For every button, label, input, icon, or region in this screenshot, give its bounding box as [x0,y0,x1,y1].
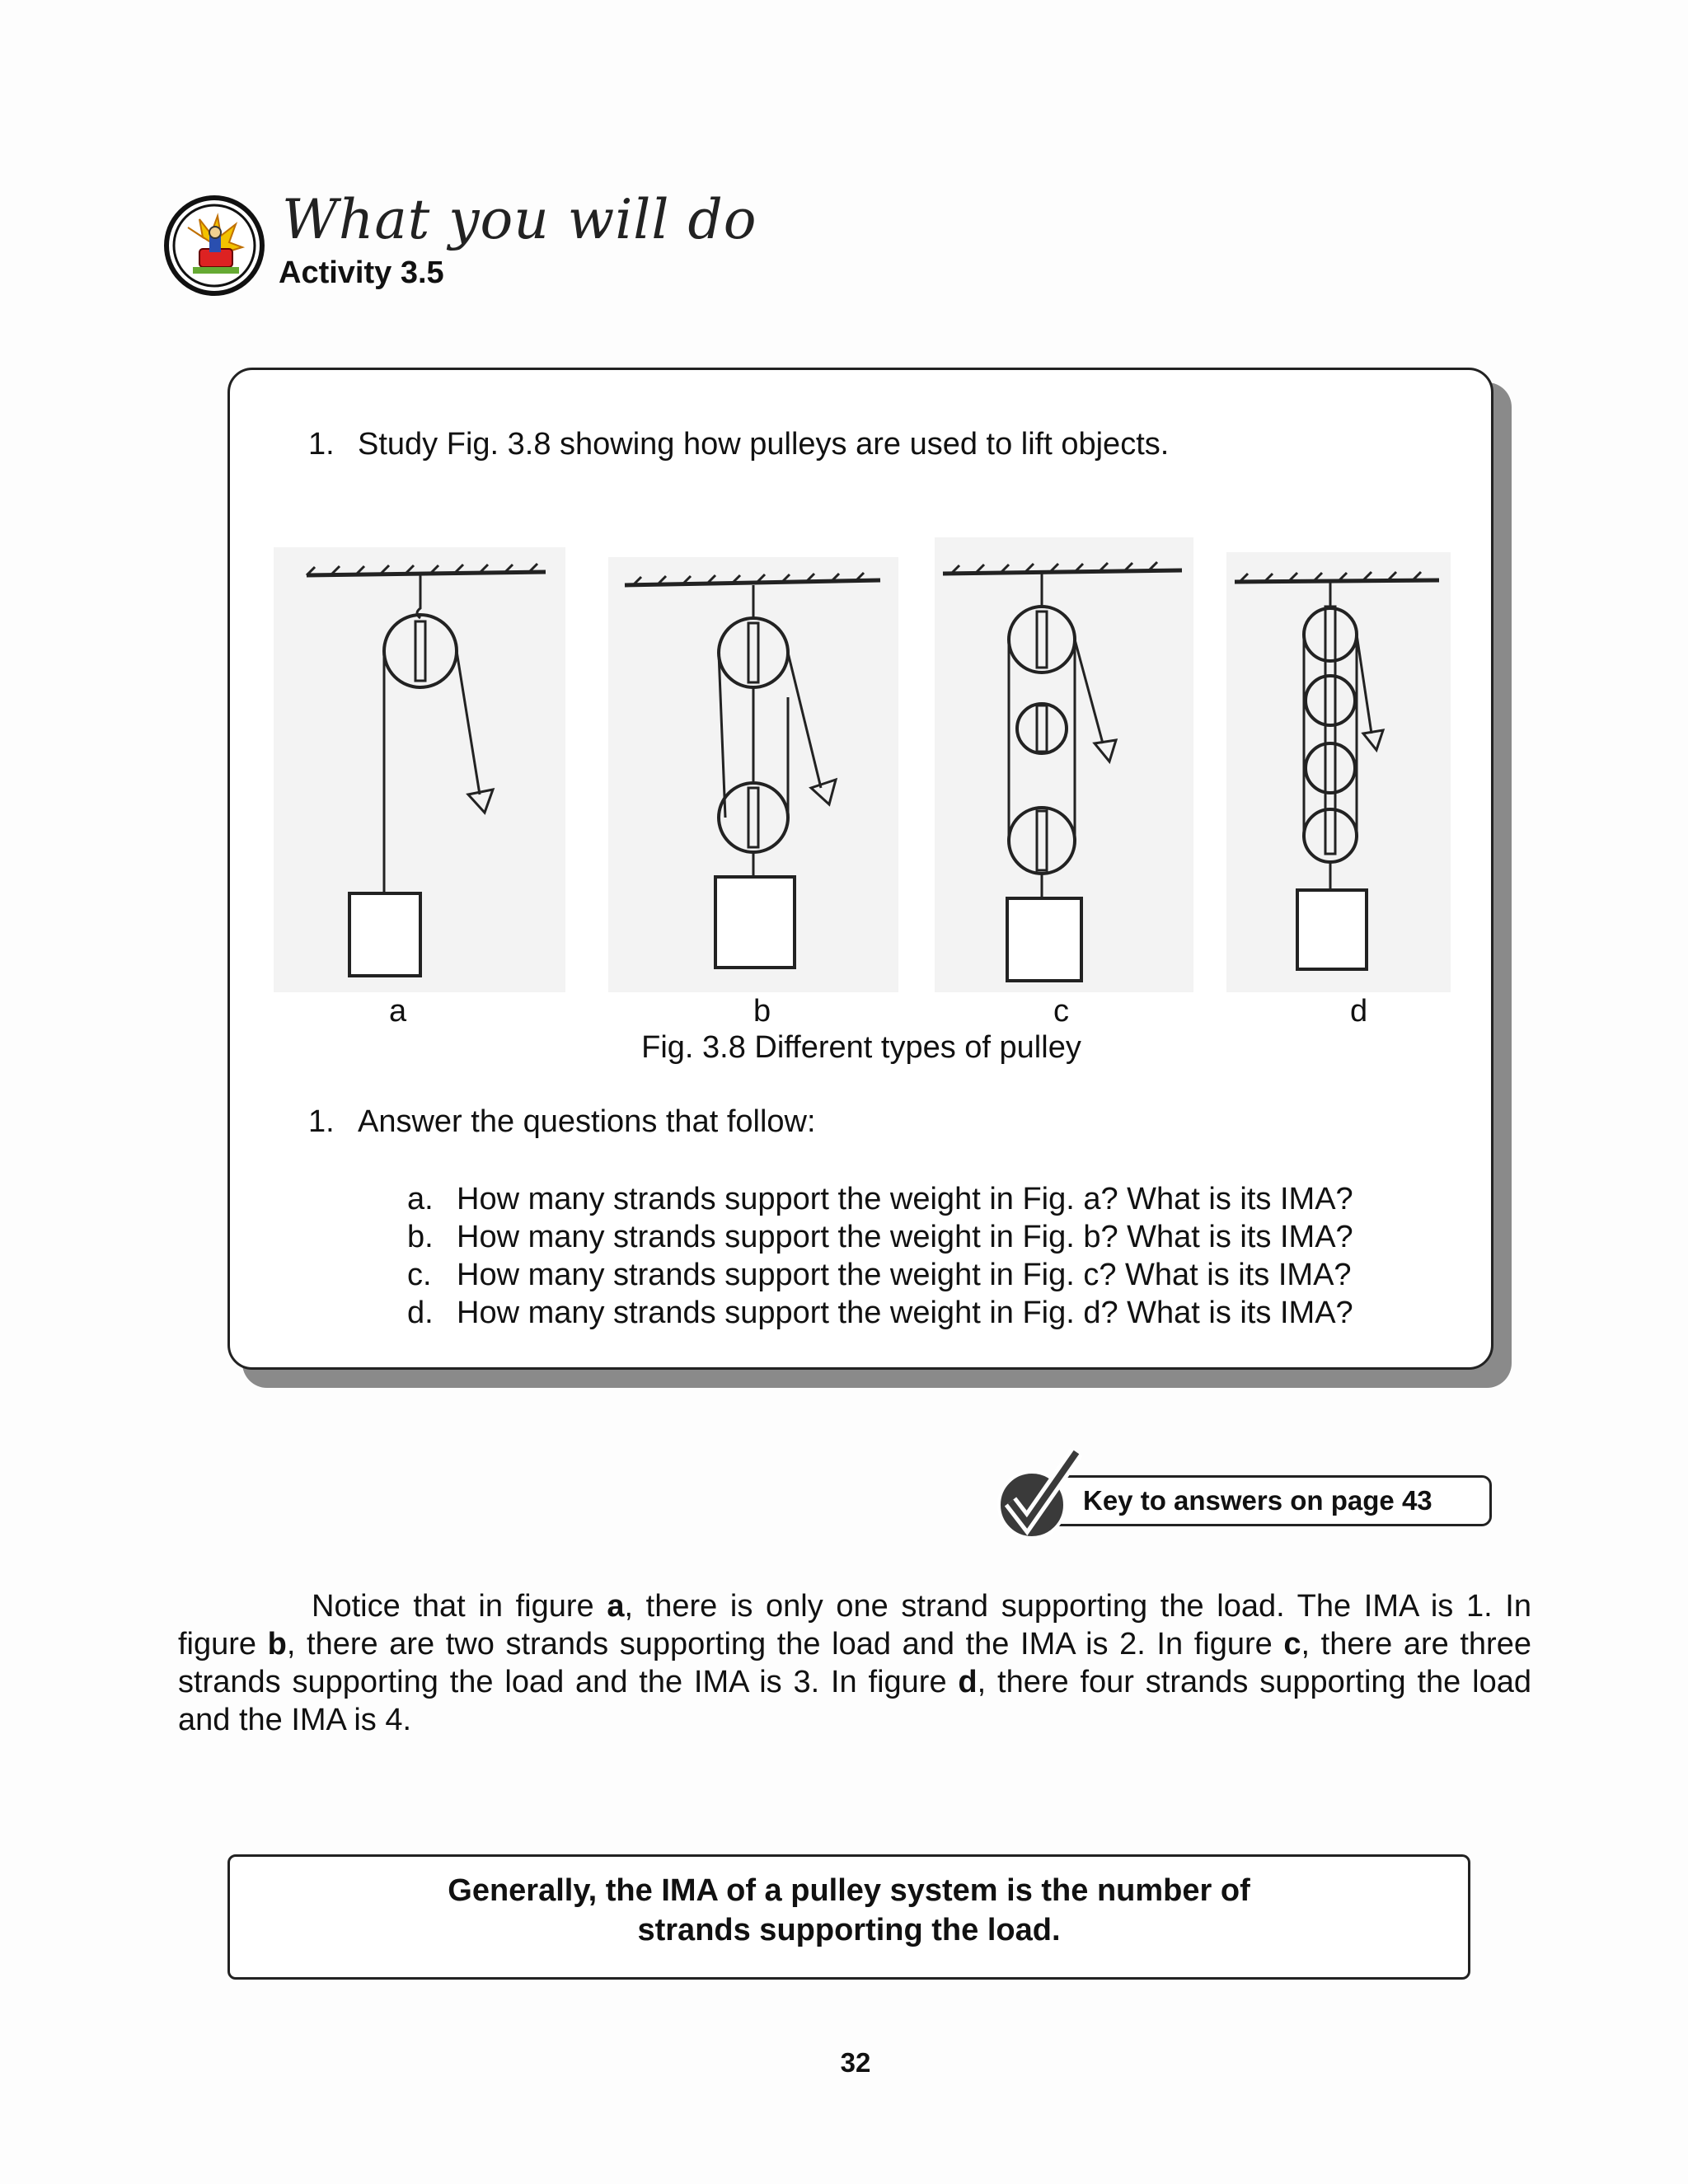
answer-key-label: Key to answers on page 43 [1083,1485,1432,1516]
activity-logo-icon [163,194,265,297]
question-text: How many strands support the weight in Fig. c? What is its IMA? [457,1258,1352,1292]
pulley-figure-c [935,537,1193,992]
figure-label-c: c [1053,994,1069,1029]
conclusion-text [227,1871,1470,1950]
question-text: How many strands support the weight in Fig. b? What is its IMA? [457,1220,1353,1254]
figure-reference: d [958,1665,978,1699]
step-number: 1. [308,427,335,462]
question-letter: d. [407,1296,434,1330]
figure-reference: c [1283,1627,1301,1661]
question-text: How many strands support the weight in Fig. a? What is its IMA? [457,1182,1353,1216]
step-number: 1. [308,1104,335,1139]
figure-reference: a [607,1589,625,1624]
conclusion-line: Generally, the IMA of a pulley system is the number of [448,1873,1250,1908]
figure-label-a: a [389,994,407,1029]
figure-label-b: b [753,994,771,1029]
pulley-figure-d [1226,552,1451,992]
explanation-paragraph: Notice that in figure a, there is only one strand supporting the load. The IMA is 1. In figure b, there are two strands supporting the load and the IMA is 2. In figure c, there are three strands supporting the load and the IMA is 3. In figure d, there four strands supporting the load and the IMA is 4. [178,1589,1531,1737]
activity-number: Activity 3.5 [279,255,444,290]
step-text: Answer the questions that follow: [358,1104,816,1139]
figure-reference: b [267,1627,287,1661]
figure-caption: Fig. 3.8 Different types of pulley [641,1030,1081,1065]
figure-label-d: d [1350,994,1368,1029]
step-text: Study Fig. 3.8 showing how pulleys are used to lift objects. [358,427,1170,462]
question-letter: b. [407,1220,434,1254]
checkmark-icon [994,1444,1085,1541]
conclusion-line: strands supporting the load. [637,1913,1061,1947]
pulley-figure-a [274,547,565,992]
section-heading: What you will do [282,188,757,251]
page-number: 32 [840,2047,871,2078]
question-letter: a. [407,1182,434,1216]
question-letter: c. [407,1258,432,1292]
pulley-figure-b [608,557,898,992]
question-text: How many strands support the weight in Fig. d? What is its IMA? [457,1296,1353,1330]
